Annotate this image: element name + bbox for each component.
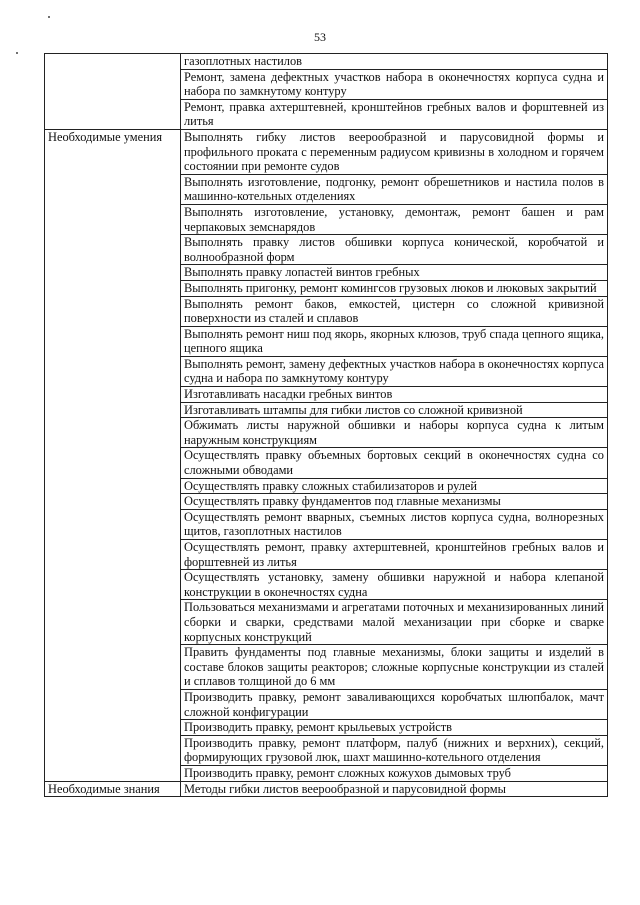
requirement-cell bbox=[181, 600, 608, 645]
requirement-cell bbox=[181, 478, 608, 494]
requirement-cell bbox=[181, 204, 608, 234]
requirement-text: Производить правку, ремонт сложных кожухов дымовых труб bbox=[184, 765, 511, 780]
requirement-text: Выполнять изготовление, установку, демонтаж, ремонт башен и рам черпаковых земснарядов bbox=[184, 204, 604, 234]
requirement-cell bbox=[181, 509, 608, 539]
requirement-cell bbox=[181, 235, 608, 265]
requirement-cell bbox=[181, 720, 608, 736]
table-row bbox=[45, 781, 608, 797]
requirement-cell bbox=[181, 99, 608, 129]
requirement-text: Выполнять правку лопастей винтов гребных bbox=[184, 265, 420, 280]
scan-speck bbox=[16, 52, 18, 54]
requirement-text: Выполнять правку листов обшивки корпуса конической, коробчатой и волнообразной форм bbox=[184, 235, 604, 264]
requirement-text: Выполнять ремонт баков, емкостей, цистерн со сложной кривизной поверхности из сталей и сплавов bbox=[184, 296, 604, 326]
requirement-cell bbox=[181, 645, 608, 690]
requirement-text: Осуществлять ремонт вварных, съемных листов корпуса судна, волнорезных щитов, газоплотных настилов bbox=[184, 509, 604, 539]
requirement-cell bbox=[181, 296, 608, 326]
requirement-cell bbox=[181, 781, 608, 797]
requirement-text: Выполнять изготовление, подгонку, ремонт обрешетников и настила полов в машинно-котельных отделениях bbox=[184, 174, 604, 204]
requirement-text: Осуществлять правку фундаментов под главные механизмы bbox=[184, 494, 501, 509]
requirement-cell bbox=[181, 494, 608, 510]
requirement-text: Изготавливать штампы для гибки листов со сложной кривизной bbox=[184, 402, 523, 417]
section-label bbox=[45, 54, 181, 130]
requirement-text: Осуществлять установку, замену обшивки наружной и набора клепаной конструкции в оконечностях судна bbox=[184, 570, 604, 599]
requirement-text: Ремонт, правка ахтерштевней, кронштейнов гребных валов и форштевней из литья bbox=[184, 99, 604, 129]
requirement-cell bbox=[181, 174, 608, 204]
requirement-cell bbox=[181, 326, 608, 356]
requirement-text: Осуществлять правку сложных стабилизаторов и рулей bbox=[184, 478, 478, 493]
requirement-cell bbox=[181, 689, 608, 719]
requirement-text: Производить правку, ремонт заваливающихся коробчатых шлюпбалок, мачт сложной конфигурации bbox=[184, 689, 604, 719]
requirement-text: Выполнять ремонт, замену дефектных участков набора в оконечностях корпуса судна и набора по замкнутому контуру bbox=[184, 356, 604, 386]
requirement-cell bbox=[181, 265, 608, 281]
requirement-cell bbox=[181, 540, 608, 570]
requirement-text: Выполнять гибку листов веерообразной и парусовидной формы и профильного проката с переменным радиусом кривизны в холодном и горячем состоянии при ремонте судов bbox=[184, 129, 604, 174]
section-label: Необходимые умения bbox=[45, 129, 181, 781]
requirement-cell bbox=[181, 765, 608, 781]
requirement-text: Производить правку, ремонт платформ, палуб (нижних и верхних), секций, формирующих грузовой люк, шахт машинно-котельного отделения bbox=[184, 735, 604, 765]
requirement-text: газоплотных настилов bbox=[184, 54, 303, 68]
requirement-text: Пользоваться механизмами и агрегатами поточных и механизированных линий сборки и сварки, средствами малой механизации при сборке и сварке корпусных конструкций bbox=[184, 600, 604, 644]
requirement-text: Методы гибки листов веерообразной и парусовидной формы bbox=[184, 781, 506, 796]
requirement-cell bbox=[181, 570, 608, 600]
requirement-text: Изготавливать насадки гребных винтов bbox=[184, 387, 393, 402]
requirement-cell bbox=[181, 54, 608, 70]
requirement-cell bbox=[181, 418, 608, 448]
page-number: 53 bbox=[314, 30, 326, 44]
table-row bbox=[45, 129, 608, 174]
requirement-cell bbox=[181, 402, 608, 418]
requirement-cell bbox=[181, 448, 608, 478]
section-label: Необходимые знания bbox=[45, 781, 181, 797]
requirement-text: Обжимать листы наружной обшивки и наборы корпуса судна к литым наружным конструкциям bbox=[184, 418, 604, 447]
requirement-text: Производить правку, ремонт крыльевых устройств bbox=[184, 720, 453, 735]
requirement-text: Ремонт, замена дефектных участков набора в оконечностях корпуса судна и набора по замкнутому контуру bbox=[184, 69, 604, 99]
requirement-text: Выполнять пригонку, ремонт комингсов грузовых люков и люковых закрытий bbox=[184, 280, 597, 295]
requirement-cell bbox=[181, 129, 608, 174]
requirement-text: Осуществлять правку объемных бортовых секций в оконечностях судна со сложными обводами bbox=[184, 448, 604, 478]
table-row bbox=[45, 54, 608, 70]
requirement-cell bbox=[181, 69, 608, 99]
requirement-cell bbox=[181, 356, 608, 386]
requirement-text: Осуществлять ремонт, правку ахтерштевней, кронштейнов гребных валов и форштевней из литья bbox=[184, 540, 604, 569]
requirement-cell bbox=[181, 280, 608, 296]
requirement-text: Править фундаменты под главные механизмы, блоки защиты и изделий в составе блоков защиты реакторов; сложные корпусные конструкции из сталей и сплавов толщиной до 6 мм bbox=[184, 645, 604, 689]
requirement-text: Выполнять ремонт ниш под якорь, якорных клюзов, труб спада цепного ящика, цепного ящика bbox=[184, 326, 604, 356]
scan-speck bbox=[48, 16, 50, 18]
requirements-table bbox=[44, 53, 608, 797]
requirement-cell bbox=[181, 387, 608, 403]
requirement-cell bbox=[181, 735, 608, 765]
